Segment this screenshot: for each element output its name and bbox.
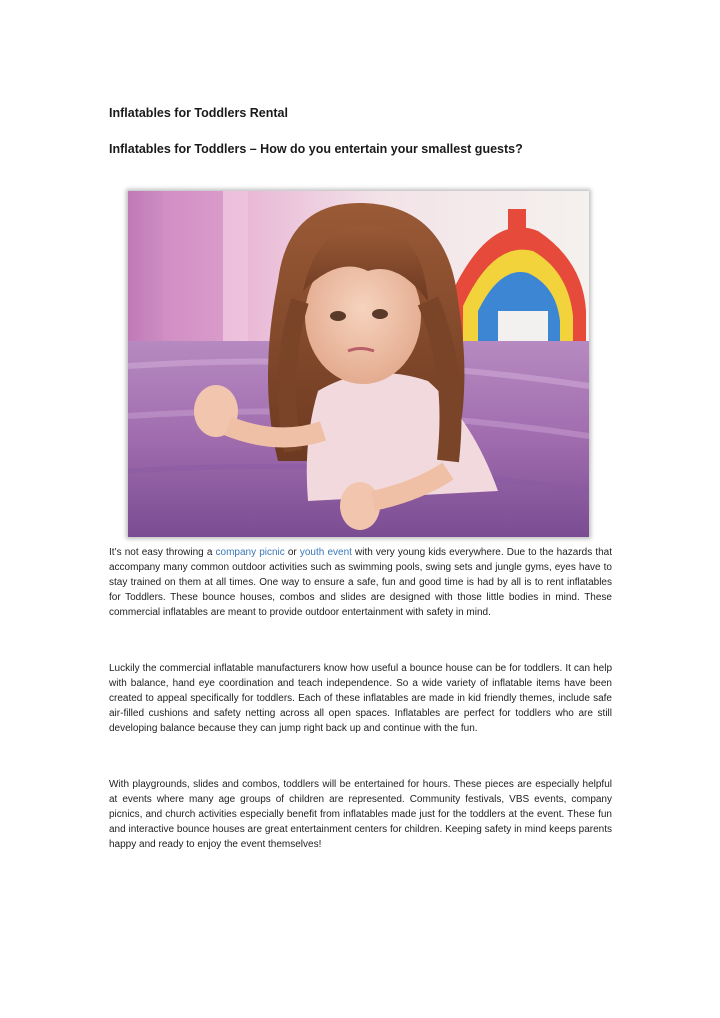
company-picnic-link[interactable]: company picnic [215, 547, 285, 558]
paragraph-1-text-start: It’s not easy throwing a [109, 547, 216, 558]
youth-event-link[interactable]: youth event [299, 547, 352, 558]
document-subtitle: Inflatables for Toddlers – How do you entertain your smallest guests? [109, 142, 523, 156]
paragraph-1-text-end: with very young kids everywhere. Due to the hazards that accompany many common outdoor activities such as swimming pools, swing sets and jungle gyms, eyes have to stay trained on them at all times. One way to ensure a safe, fun and good time is had by all is to rent inflatables for Toddlers. These bounce houses, combos and slides are designed with those little bodies in mind. These commercial inflatables are meant to provide outdoor entertainment with safety in mind. [109, 547, 612, 618]
paragraph-1 [109, 545, 612, 620]
paragraph-1-text-between: or [284, 547, 300, 558]
toddler-on-inflatable-image [128, 191, 589, 537]
paragraph-3: With playgrounds, slides and combos, toddlers will be entertained for hours. These pieces are especially helpful at events where many age groups of children are represented. Community festivals, VBS events, company picnics, and church activities especially benefit from inflatables made just for the toddlers at the event. These fun and interactive bounce houses are great entertainment centers for children. Keeping safety in mind keeps parents happy and ready to enjoy the event themselves! [109, 779, 612, 850]
document-title: Inflatables for Toddlers Rental [109, 106, 288, 120]
paragraph-2: Luckily the commercial inflatable manufacturers know how useful a bounce house can be for toddlers. It can help with balance, hand eye coordination and teach independence. So a wide variety of inflatable items have been created to appeal specifically for toddlers. Each of these inflatables are made in kid friendly themes, include safe air-filled cushions and safety netting across all open spaces. Inflatables are perfect for toddlers who are still developing balance because they can jump right back up and continue with the fun. [109, 663, 612, 734]
toddler-photo [128, 191, 589, 537]
